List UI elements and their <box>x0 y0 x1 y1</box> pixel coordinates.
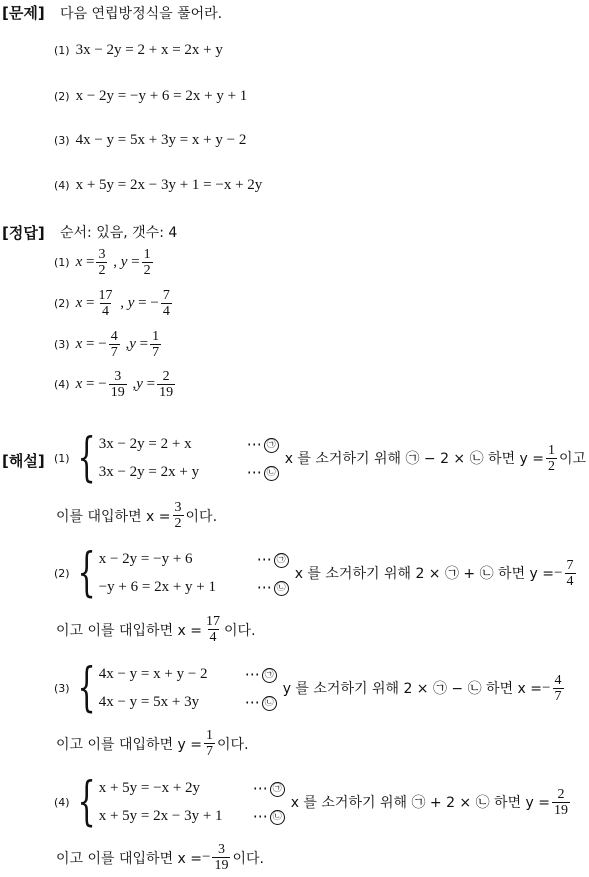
fraction <box>552 787 570 818</box>
item-number: (2) <box>54 297 70 310</box>
math-text: 4 <box>209 630 217 645</box>
math-text: 3x − 2y = 2 + x <box>98 435 192 452</box>
equation-system <box>99 660 277 716</box>
problem-instruction: 다음 연립방정식을 풀어라. <box>60 6 223 22</box>
elimination-step: x 를 소거하기 위해 ㉠ − 2 × ㉡ 하면 y = <box>284 451 545 467</box>
fraction <box>565 558 576 589</box>
math-text: 7 <box>566 557 574 573</box>
solution-substitution-1 <box>56 500 217 531</box>
math-text: 2 <box>98 263 106 278</box>
item-number: (1) <box>54 451 70 465</box>
fraction <box>161 288 172 319</box>
math-text: 3 <box>217 842 225 857</box>
math-text: 3x − 2y = 2x + y <box>98 463 200 480</box>
math-text: x − 2y = −y + 6 <box>98 550 193 567</box>
elimination-step: x 를 소거하기 위해 ㉠ + 2 × ㉡ 하면 y = <box>290 795 551 811</box>
math-text: 4 <box>101 304 109 319</box>
math-text: ㉡ <box>274 581 289 596</box>
solution-item-1 <box>54 430 586 486</box>
fraction <box>204 728 215 759</box>
math-text: −y + 6 = 2x + y + 1 <box>98 578 216 595</box>
equation: 3x − 2y = 2 + x = 2x + y <box>75 42 223 58</box>
math-text: ⋯ <box>244 666 260 683</box>
solution-substitution-2 <box>56 614 256 645</box>
math-text: 이고 이를 대입하면 x = <box>56 850 203 867</box>
math-text: 3 <box>98 247 106 262</box>
math-text: 7 <box>554 688 562 704</box>
math-text: − <box>150 295 159 311</box>
math-text: ⋯ <box>246 464 262 481</box>
math-text: 1 <box>548 442 556 458</box>
math-text: ⋯ <box>256 579 272 596</box>
problem-item-2 <box>54 88 247 105</box>
math-text: , <box>120 295 124 311</box>
math-text: 3 <box>174 500 182 515</box>
solution-heading: [해설] <box>2 452 45 470</box>
math-text: 2 <box>557 786 565 802</box>
math-text: 19 <box>159 385 174 400</box>
math-text: 이다. <box>224 622 256 639</box>
fraction <box>173 500 184 531</box>
math-text: ㉡ <box>264 466 279 481</box>
problem-item-4 <box>54 177 262 194</box>
math-text: x + 5y = 2x − 3y + 1 <box>98 807 223 824</box>
math-text: − <box>554 564 563 581</box>
answer-heading: [정답] <box>2 224 45 242</box>
math-text: 2 <box>548 458 556 474</box>
fraction <box>96 288 114 319</box>
math-text: 19 <box>554 802 569 818</box>
math-text: 19 <box>110 385 125 400</box>
math-text: ⋯ <box>252 808 268 825</box>
math-text: , <box>125 336 130 352</box>
math-text: ㉡ <box>262 696 277 711</box>
item-number: (3) <box>54 681 70 695</box>
fraction <box>212 842 230 873</box>
math-text: 이고 이를 대입하면 x = <box>56 622 203 639</box>
item-number: (2) <box>54 90 70 103</box>
item-number: (3) <box>54 338 70 351</box>
answer-meta: 순서: 있음, 갯수: 4 <box>60 225 178 241</box>
solution-item-3 <box>54 660 566 716</box>
math-text: 7 <box>152 345 160 360</box>
math-text: 2 <box>162 369 170 384</box>
math-text: ⋯ <box>246 436 262 453</box>
math-text: 7 <box>162 288 170 303</box>
math-text: 이를 대입하면 x = <box>56 508 171 525</box>
math-text: − <box>542 679 551 696</box>
math-text: 17 <box>206 614 221 629</box>
fraction <box>142 247 153 278</box>
answer-item-2: (2) x = $\frac{17}{4}$ , y = − $\frac{7}{4}$ <box>54 288 170 319</box>
answer-item-1: (1) x = $\frac{3}{2}$ , y = $\frac{1}{2}$ <box>54 247 151 278</box>
fraction <box>553 673 564 704</box>
brace-icon: { <box>77 772 96 832</box>
equation: 4x − y = 5x + 3y = x + y − 2 <box>75 132 247 148</box>
math-text: 이고 이를 대입하면 y = <box>56 736 203 753</box>
math-text: 4x − y = x + y − 2 <box>98 665 208 682</box>
math-text: ㉠ <box>270 782 285 797</box>
fraction <box>546 443 557 474</box>
solution-substitution-4 <box>56 842 264 873</box>
math-text: 4 <box>110 329 118 344</box>
math-text: 1 <box>152 329 160 344</box>
brace-icon: { <box>77 543 96 603</box>
math-text: , <box>132 376 137 392</box>
problem-item-1 <box>54 42 223 59</box>
math-text: ㉠ <box>274 553 289 568</box>
problem-heading: [문제] <box>2 4 45 22</box>
item-number: (2) <box>54 566 70 580</box>
math-text: x + 5y = −x + 2y <box>98 779 201 796</box>
math-text: 4x − y = 5x + 3y <box>98 693 200 710</box>
elimination-step: x 를 소거하기 위해 2 × ㉠ + ㉡ 하면 y = <box>294 566 555 582</box>
fraction <box>109 329 120 360</box>
fraction <box>150 329 161 360</box>
answer-item-4: (4) x = − $\frac{3}{19}$ ,y = $\frac{2}{19}$ <box>54 369 174 400</box>
brace-icon: { <box>77 428 96 488</box>
math-text: − <box>98 376 107 392</box>
math-text: , <box>113 254 117 270</box>
item-number: (4) <box>54 179 70 192</box>
math-text: 17 <box>98 288 113 303</box>
brace-icon: { <box>77 658 96 718</box>
equation: x + 5y = 2x − 3y + 1 = −x + 2y <box>75 177 263 193</box>
item-number: (4) <box>54 378 70 391</box>
equation-system <box>99 430 279 486</box>
math-text: 4 <box>162 304 170 319</box>
math-text: ⋯ <box>252 780 268 797</box>
fraction <box>96 247 107 278</box>
elimination-step: y 를 소거하기 위해 2 × ㉠ − ㉡ 하면 x = <box>282 681 543 697</box>
item-number: (4) <box>54 795 70 809</box>
math-text: 1 <box>143 247 151 262</box>
math-text: ⋯ <box>256 551 272 568</box>
math-text: ⋯ <box>244 694 260 711</box>
equation-system <box>99 545 289 601</box>
equation-system <box>99 774 285 830</box>
solution-item-4 <box>54 774 572 830</box>
fraction <box>204 614 222 645</box>
math-text: 2 <box>174 516 182 531</box>
math-text: 이고 <box>559 451 587 467</box>
solution-item-2 <box>54 545 578 601</box>
problem-item-3 <box>54 132 246 149</box>
math-text: 이다. <box>217 736 249 753</box>
answer-item-3: (3) x = − $\frac{4}{7}$ ,y = $\frac{1}{7}$ <box>54 329 160 360</box>
math-text: ㉡ <box>270 810 285 825</box>
math-text: − <box>202 849 211 865</box>
math-text: 4 <box>566 573 574 589</box>
math-text: 이다. <box>232 850 264 867</box>
equation: x − 2y = −y + 6 = 2x + y + 1 <box>75 88 248 104</box>
item-number: (1) <box>54 44 70 57</box>
solution-substitution-3 <box>56 728 249 759</box>
math-text: 19 <box>214 858 229 873</box>
fraction <box>109 369 127 400</box>
math-text: 1 <box>206 728 214 743</box>
math-text: − <box>98 336 107 352</box>
math-text: 4 <box>554 672 562 688</box>
math-text: 7 <box>110 345 118 360</box>
fraction <box>157 369 175 400</box>
math-text: 2 <box>143 263 151 278</box>
item-number: (3) <box>54 134 70 147</box>
math-text: ㉠ <box>262 668 277 683</box>
item-number: (1) <box>54 256 70 269</box>
math-text: 7 <box>206 744 214 759</box>
math-text: 이다. <box>185 508 218 525</box>
math-text: 3 <box>114 369 122 384</box>
math-text: ㉠ <box>264 438 279 453</box>
